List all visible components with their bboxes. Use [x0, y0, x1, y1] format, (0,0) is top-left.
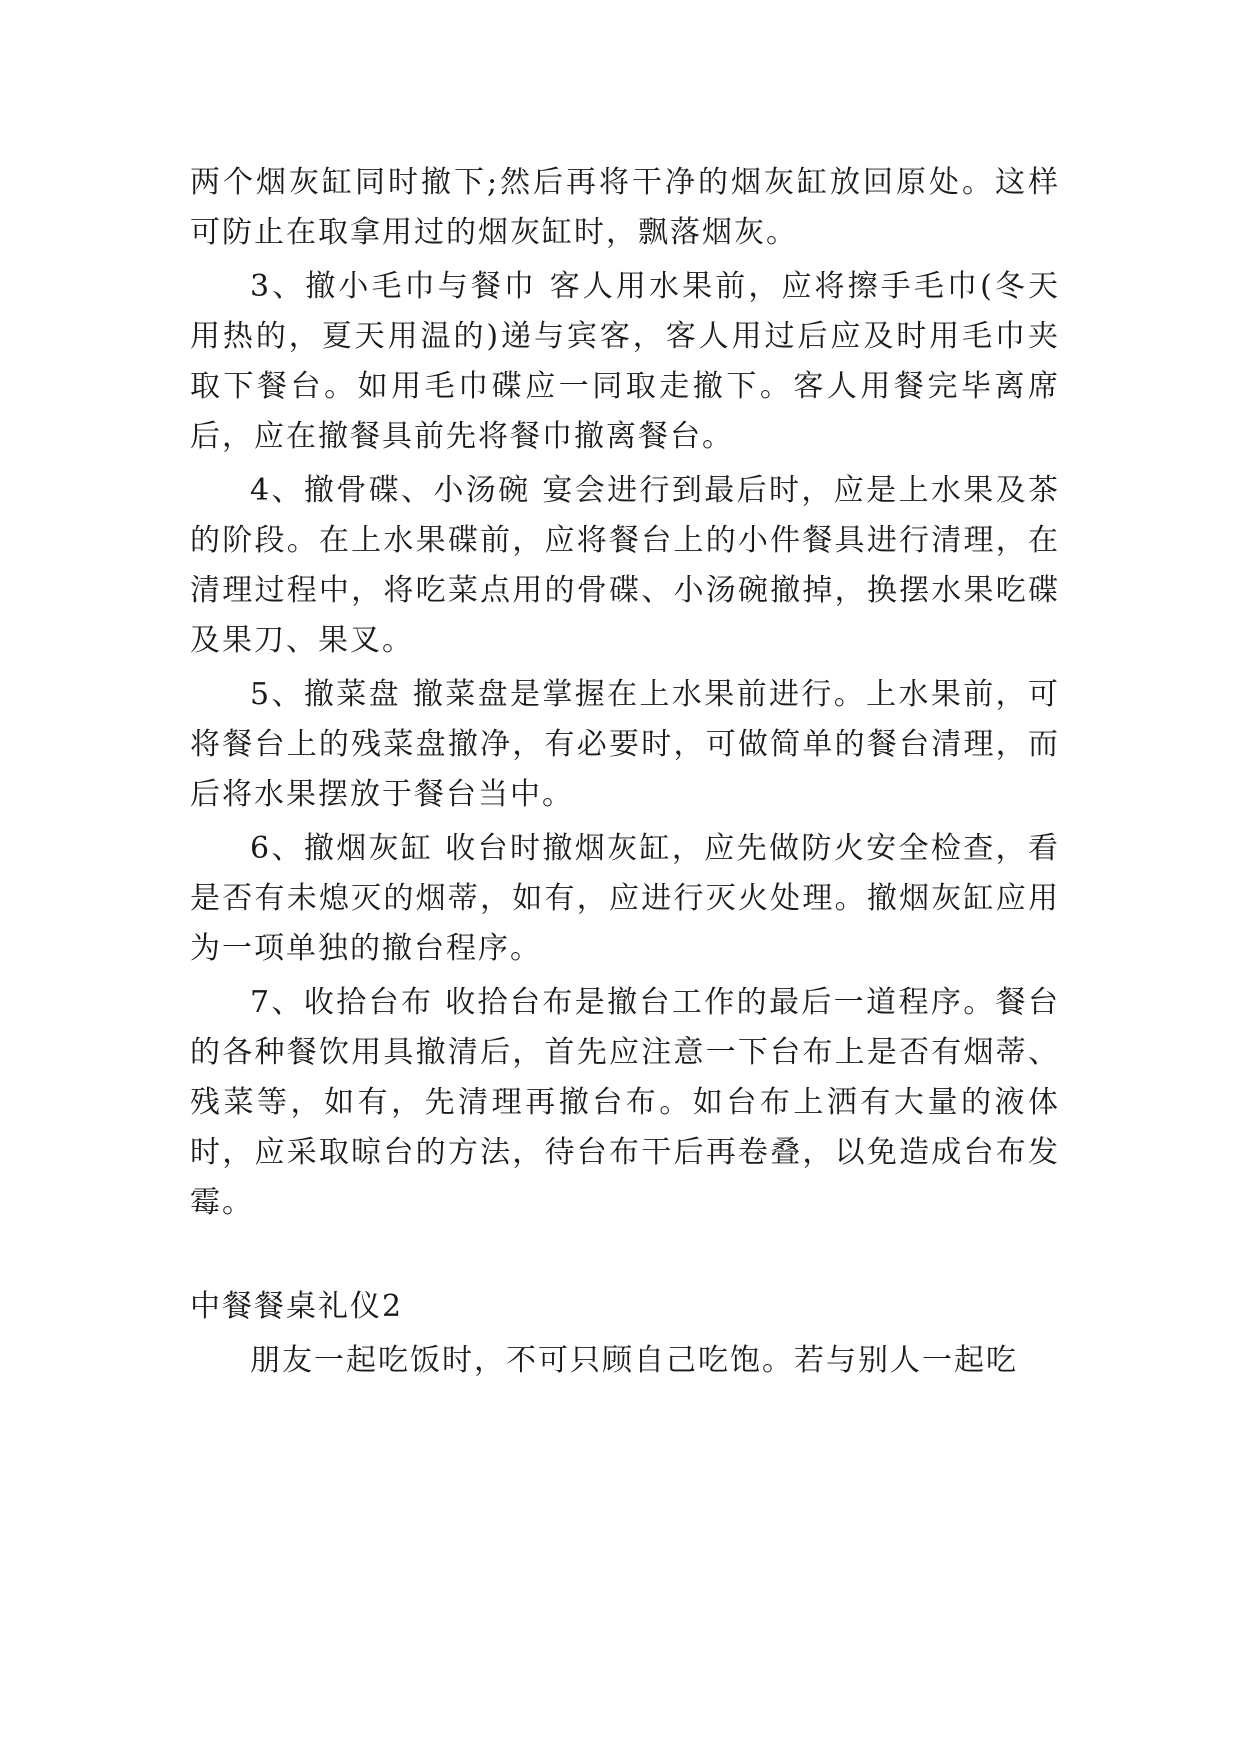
paragraph-remove-plates: 4、撤骨碟、小汤碗 宴会进行到最后时，应是上水果及茶的阶段。在上水果碟前，应将餐台上的小件餐具进行清理，在清理过程中，将吃菜点用的骨碟、小汤碗撤掉，换摆水果吃碟及果刀、果叉。: [190, 473, 1060, 658]
paragraph-remove-towels: 3、撤小毛巾与餐巾 客人用水果前，应将擦手毛巾(冬天用热的，夏天用温的)递与宾客，客人用过后应及时用毛巾夹取下餐台。如用毛巾碟应一同取走撤下。客人用餐完毕离席后，应在撤餐具前先将餐巾撤离餐台。: [190, 269, 1060, 454]
paragraph-tablecloth: 7、收拾台布 收拾台布是撤台工作的最后一道程序。餐台的各种餐饮用具撤清后，首先应注意一下台布上是否有烟蒂、残菜等，如有，先清理再撤台布。如台布上洒有大量的液体时，应采取晾台的方法，待台布干后再卷叠，以免造成台布发霉。: [190, 985, 1060, 1220]
paragraph-remove-dishes: 5、撤菜盘 撤菜盘是掌握在上水果前进行。上水果前，可将餐台上的残菜盘撤净，有必要时，可做简单的餐台清理，而后将水果摆放于餐台当中。: [190, 677, 1060, 812]
section-heading: 中餐餐桌礼仪2: [190, 1289, 404, 1324]
paragraph-remove-ashtray: 6、撤烟灰缸 收台时撤烟灰缸，应先做防火安全检查，看是否有未熄灭的烟蒂，如有，应进行灭火处理。撤烟灰缸应用为一项单独的撤台程序。: [190, 831, 1060, 966]
paragraph-ashtray-continued: 两个烟灰缸同时撤下;然后再将干净的烟灰缸放回原处。这样可防止在取拿用过的烟灰缸时，飘落烟灰。: [190, 165, 1060, 250]
paragraph-dining-friends: 朋友一起吃饭时，不可只顾自己吃饱。若与别人一起吃: [250, 1343, 1018, 1378]
document-page: [190, 158, 1060, 1390]
